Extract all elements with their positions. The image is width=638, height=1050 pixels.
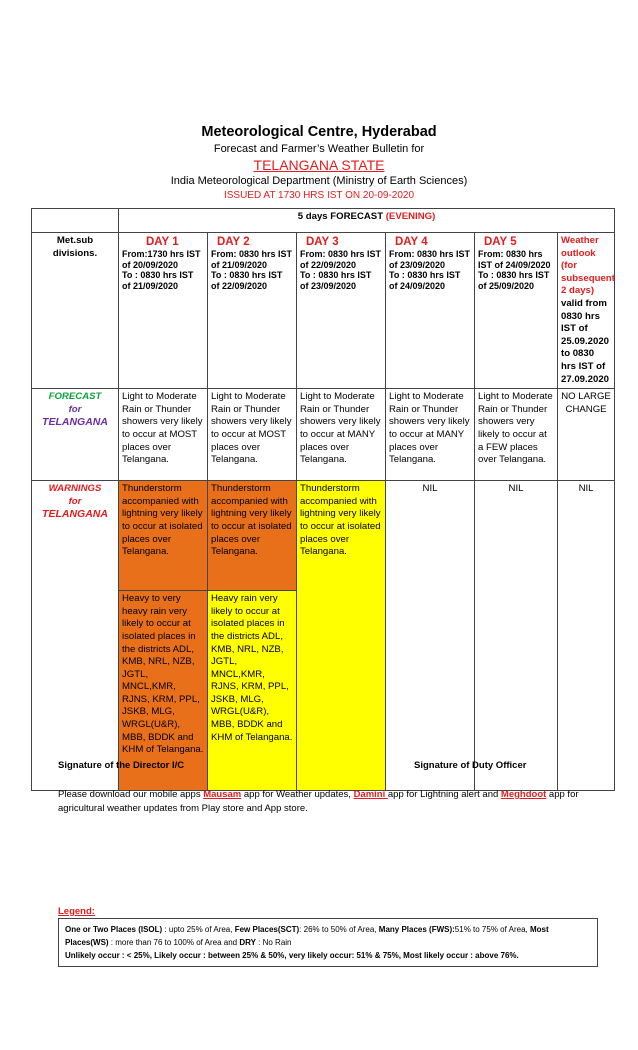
legend-def: : more than 76 to 100% of Area and xyxy=(108,938,240,947)
day-to: To : 0830 hrs IST of 21/09/2020 xyxy=(122,270,194,291)
department-name: India Meteorological Department (Ministry of Earth Sciences) xyxy=(170,175,468,187)
warning-cell-heavy-rain: Heavy to very heavy rain very likely to occur at isolated places in the districts ADL, KMB, NRL, NZB, JGTL, MNCL,KMR, RJNS, KRM, PPL, JSKB, MLG, WRGL(U&R), MBB, BDDK and KHM of Telangana. xyxy=(119,591,208,791)
forecast-label-1: FORECAST xyxy=(48,391,102,403)
day-header-cell xyxy=(119,233,208,389)
legend-def: : upto 25% of Area, xyxy=(162,925,235,934)
day-to: To : 0830 hrs IST of 24/09/2020 xyxy=(389,270,461,291)
forecast-label-3: TELANGANA xyxy=(42,416,108,429)
day-name: DAY 1 xyxy=(146,236,179,248)
forecast-cell: Light to Moderate Rain or Thunder showers very likely to occur at MOST places over Telangana. xyxy=(119,389,208,481)
forecast-cell: Light to Moderate Rain or Thunder showers very likely to occur at MANY places over Telangana. xyxy=(386,389,475,481)
warning-label xyxy=(32,481,119,791)
legend-areas xyxy=(65,923,591,949)
day-header-row xyxy=(32,233,615,389)
metsub-label-2: divisions. xyxy=(52,247,98,259)
warning-nil: NIL xyxy=(386,481,475,791)
forecast-label xyxy=(32,389,119,481)
day-to: To : 0830 hrs IST of 23/09/2020 xyxy=(300,270,372,291)
forecast-cell: Light to Moderate Rain or Thunder showers very likely to occur at a FEW places over Telangana. xyxy=(475,389,558,481)
forecast-title-main: 5 days FORECAST xyxy=(297,211,386,222)
metsub-header xyxy=(32,233,119,389)
director-signature: Signature of the Director I/C xyxy=(58,760,185,771)
day-name: DAY 5 xyxy=(484,236,517,248)
day-to: To : 0830 hrs IST of 22/09/2020 xyxy=(211,270,283,291)
warning-cell-thunderstorm: Thunderstorm accompanied with lightning very likely to occur at isolated places over Telangana. xyxy=(297,481,386,791)
day-header-cell xyxy=(297,233,386,389)
legend-term: Most Places(WS) xyxy=(65,925,549,947)
day-from: From: 0830 hrs IST of 21/09/2020 xyxy=(211,249,293,270)
outlook-warning-nil: NIL xyxy=(558,481,615,791)
app-download-note xyxy=(58,788,598,816)
damini-app-link[interactable]: Damini xyxy=(353,789,388,800)
day-to: To : 0830 hrs IST of 25/09/2020 xyxy=(478,270,550,291)
legend-def: : 26% to 50% of Area, xyxy=(299,925,379,934)
page-title: Meteorological Centre, Hyderabad xyxy=(201,124,437,140)
day-header-cell xyxy=(386,233,475,389)
bulletin-header xyxy=(0,122,638,202)
outlook-head: Weather outlook (for subsequent 2 days) xyxy=(561,235,615,297)
legend-term: Few Places(SCT) xyxy=(234,925,300,934)
day-name: DAY 3 xyxy=(306,236,339,248)
duty-officer-signature: Signature of Duty Officer xyxy=(414,760,527,771)
table-title-blank xyxy=(32,209,119,233)
day-header-cell xyxy=(475,233,558,389)
forecast-row xyxy=(32,389,615,481)
day-name: DAY 2 xyxy=(217,236,250,248)
legend-title: Legend: xyxy=(58,906,95,917)
legend-likelihood: Unlikely occur : < 25%, Likely occur : between 25% & 50%, very likely occur: 51% & 75%, Most likely occur : above 76%. xyxy=(65,951,519,960)
day-name: DAY 4 xyxy=(395,236,428,248)
warning-label-2: for xyxy=(68,495,82,507)
download-text: app for Weather updates, xyxy=(241,789,354,800)
legend-def: : No Rain xyxy=(255,938,292,947)
download-text: Please download our mobile apps xyxy=(58,789,204,800)
day-from: From: 0830 hrs IST of 22/09/2020 xyxy=(300,249,382,270)
outlook-range: valid from 0830 hrs IST of 25.09.2020 to 0830 hrs IST of 27.09.2020 xyxy=(561,297,610,385)
meghdoot-app-link[interactable]: Meghdoot xyxy=(500,789,547,800)
warning-label-3: TELANGANA xyxy=(42,508,108,521)
forecast-title xyxy=(119,209,615,233)
day-from: From: 0830 hrs IST of 24/09/2020 xyxy=(478,249,551,270)
warning-label-1: WARNINGS xyxy=(48,483,102,495)
legend-def: 51% to 75% of Area, xyxy=(454,925,530,934)
warning-row xyxy=(32,481,615,591)
warning-nil: NIL xyxy=(475,481,558,791)
forecast-title-evening: (EVENING) xyxy=(385,211,436,222)
forecast-label-2: for xyxy=(68,403,82,415)
mausam-app-link[interactable]: Mausam xyxy=(203,789,242,800)
forecast-cell: Light to Moderate Rain or Thunder showers very likely to occur at MOST places over Telangana. xyxy=(208,389,297,481)
forecast-table xyxy=(31,208,615,791)
issued-time: ISSUED AT 1730 HRS IST ON 20-09-2020 xyxy=(223,190,415,201)
legend-box xyxy=(58,918,598,967)
warning-cell-heavy-rain: Heavy rain very likely to occur at isolated places in the districts ADL, KMB, NRL, NZB, JGTL, MNCL,KMR, RJNS, KRM, PPL, JSKB, MLG, WRGL(U&R), MBB, BDDK and KHM of Telangana. xyxy=(208,591,297,791)
metsub-label-1: Met.sub xyxy=(56,235,94,246)
download-text: app for agricultural weather updates from Play store and App store. xyxy=(58,789,579,814)
forecast-cell: Light to Moderate Rain or Thunder showers very likely to occur at MANY places over Telangana. xyxy=(297,389,386,481)
day-header-cell xyxy=(208,233,297,389)
legend-term: DRY xyxy=(239,938,256,947)
legend-term: Many Places (FWS): xyxy=(378,925,455,934)
warning-cell-thunderstorm: Thunderstorm accompanied with lightning very likely to occur at isolated places over Telangana. xyxy=(208,481,297,591)
warning-cell-thunderstorm: Thunderstorm accompanied with lightning very likely to occur at isolated places over Telangana. xyxy=(119,481,208,591)
bulletin-subtitle: Forecast and Farmer’s Weather Bulletin for xyxy=(213,143,425,155)
day-from: From:1730 hrs IST of 20/09/2020 xyxy=(122,249,201,270)
table-title-row xyxy=(32,209,615,233)
legend-term: One or Two Places (ISOL) xyxy=(65,925,163,934)
day-from: From: 0830 hrs IST of 23/09/2020 xyxy=(389,249,471,270)
outlook-forecast: NO LARGE CHANGE xyxy=(558,389,615,481)
outlook-header xyxy=(558,233,615,389)
download-text: app for Lightning alert and xyxy=(387,789,501,800)
state-name: TELANGANA STATE xyxy=(253,157,385,173)
